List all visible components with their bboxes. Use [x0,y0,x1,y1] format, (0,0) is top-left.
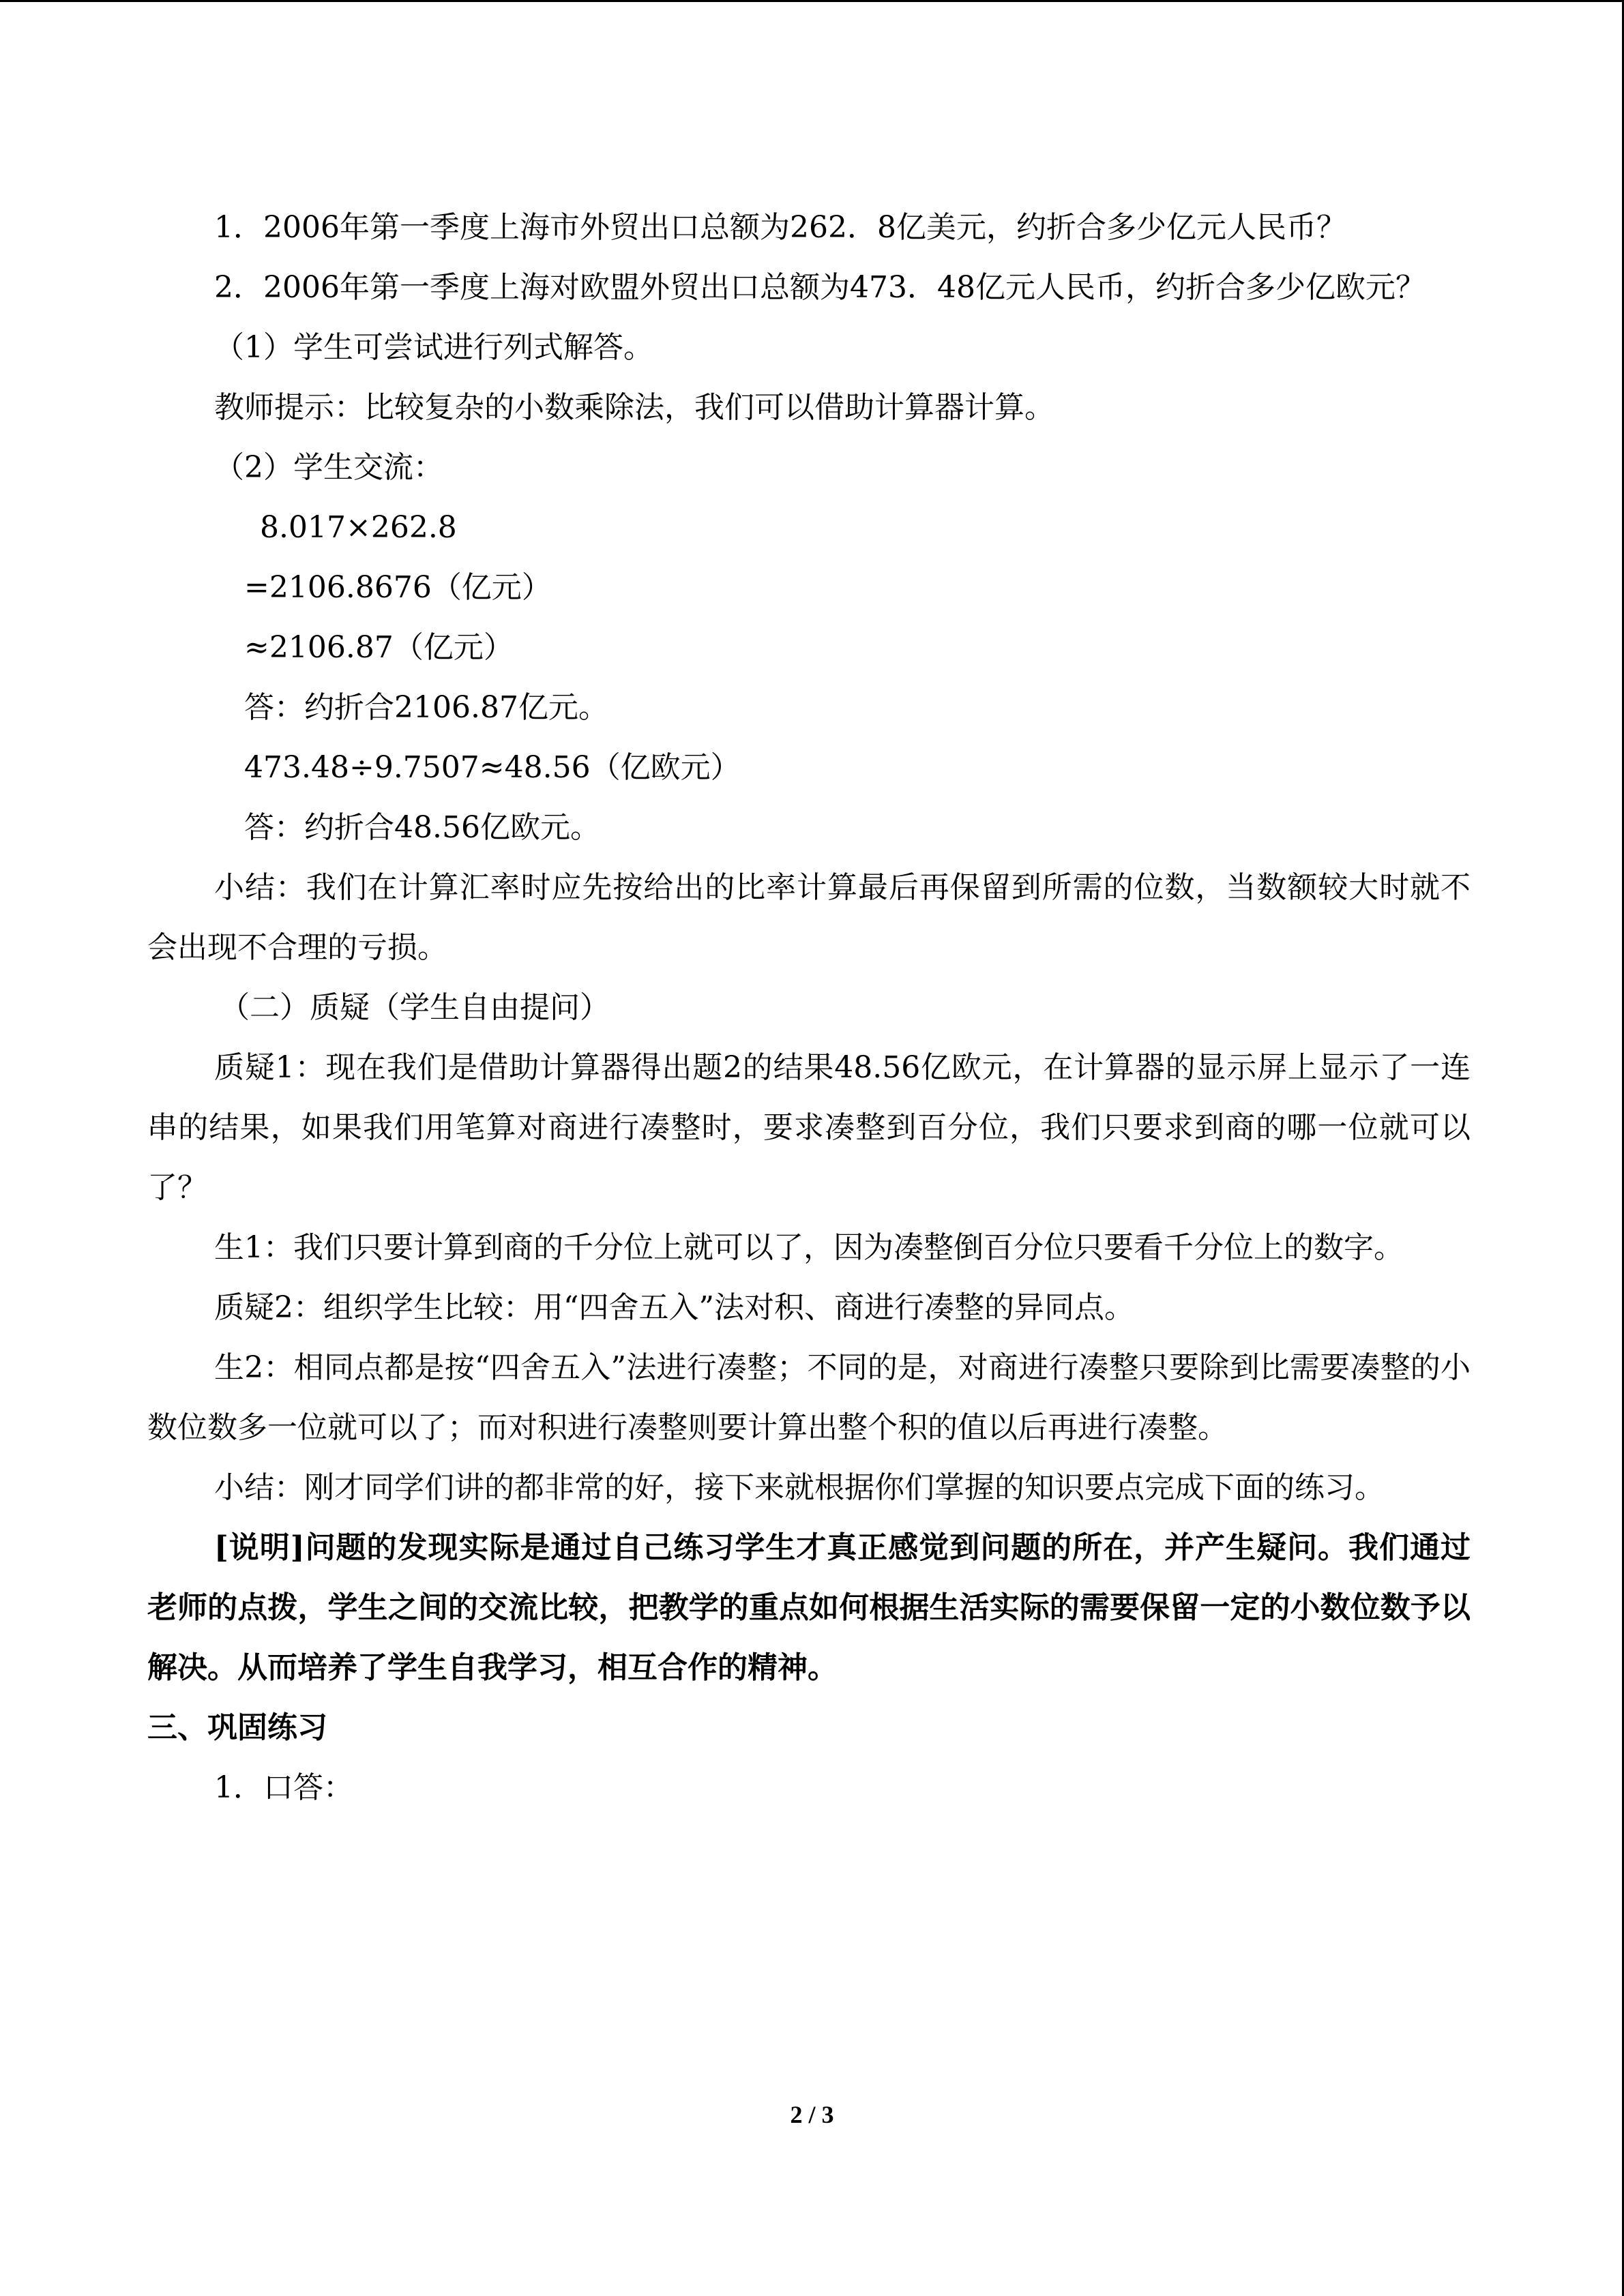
summary-1: 小结：我们在计算汇率时应先按给出的比率计算最后再保留到所需的位数，当数额较大时就不会出现不合理的亏损。 [147,870,1471,965]
practice-item-1: 1．口答： [214,1770,353,1805]
step-1: （1）学生可尝试进行列式解答。 [214,330,653,365]
calc-approx: ≈2106.87（亿元） [244,630,514,665]
question-1: 1．2006年第一季度上海市外贸出口总额为262．8亿美元，约折合多少亿元人民币？ [214,210,1346,245]
document-body [147,198,1471,1818]
section-heading-practice: 三、巩固练习 [147,1710,327,1745]
step-2: （2）学生交流： [214,450,443,485]
question-doubt-2: 质疑2：组织学生比较：用“四舍五入”法对积、商进行凑整的异同点。 [214,1290,1134,1325]
question-doubt-1: 质疑1：现在我们是借助计算器得出题2的结果48.56亿欧元，在计算器的显示屏上显示了一连串的结果，如果我们用笔算对商进行凑整时，要求凑整到百分位，我们只要求到商的哪一位就可以了？ [147,1050,1471,1205]
section-questioning: （二）质疑（学生自由提问） [220,990,610,1025]
question-2: 2．2006年第一季度上海对欧盟外贸出口总额为473．48亿元人民币，约折合多少亿欧元？ [214,270,1426,305]
answer-2: 答：约折合48.56亿欧元。 [244,810,600,845]
page-number: 2 / 3 [790,2101,834,2128]
calc-division: 473.48÷9.7507≈48.56（亿欧元） [244,750,741,785]
student-answer-2: 生2：相同点都是按“四舍五入”法进行凑整；不同的是，对商进行凑整只要除到比需要凑整的小数位数多一位就可以了；而对积进行凑整则要计算出整个积的值以后再进行凑整。 [147,1350,1471,1445]
explanation-note: [说明]问题的发现实际是通过自己练习学生才真正感觉到问题的所在，并产生疑问。我们通过老师的点拨，学生之间的交流比较，把教学的重点如何根据生活实际的需要保留一定的小数位数予以解决。从而培养了学生自我学习，相互合作的精神。 [147,1530,1471,1685]
answer-1: 答：约折合2106.87亿元。 [244,690,608,725]
top-border [0,0,1624,2]
calc-result: =2106.8676（亿元） [244,570,552,605]
teacher-hint: 教师提示：比较复杂的小数乘除法，我们可以借助计算器计算。 [214,390,1054,425]
calc-expression: 8.017×262.8 [260,510,457,545]
student-answer-1: 生1：我们只要计算到商的千分位上就可以了，因为凑整倒百分位只要看千分位上的数字。 [214,1230,1404,1265]
summary-2: 小结：刚才同学们讲的都非常的好，接下来就根据你们掌握的知识要点完成下面的练习。 [214,1470,1385,1505]
